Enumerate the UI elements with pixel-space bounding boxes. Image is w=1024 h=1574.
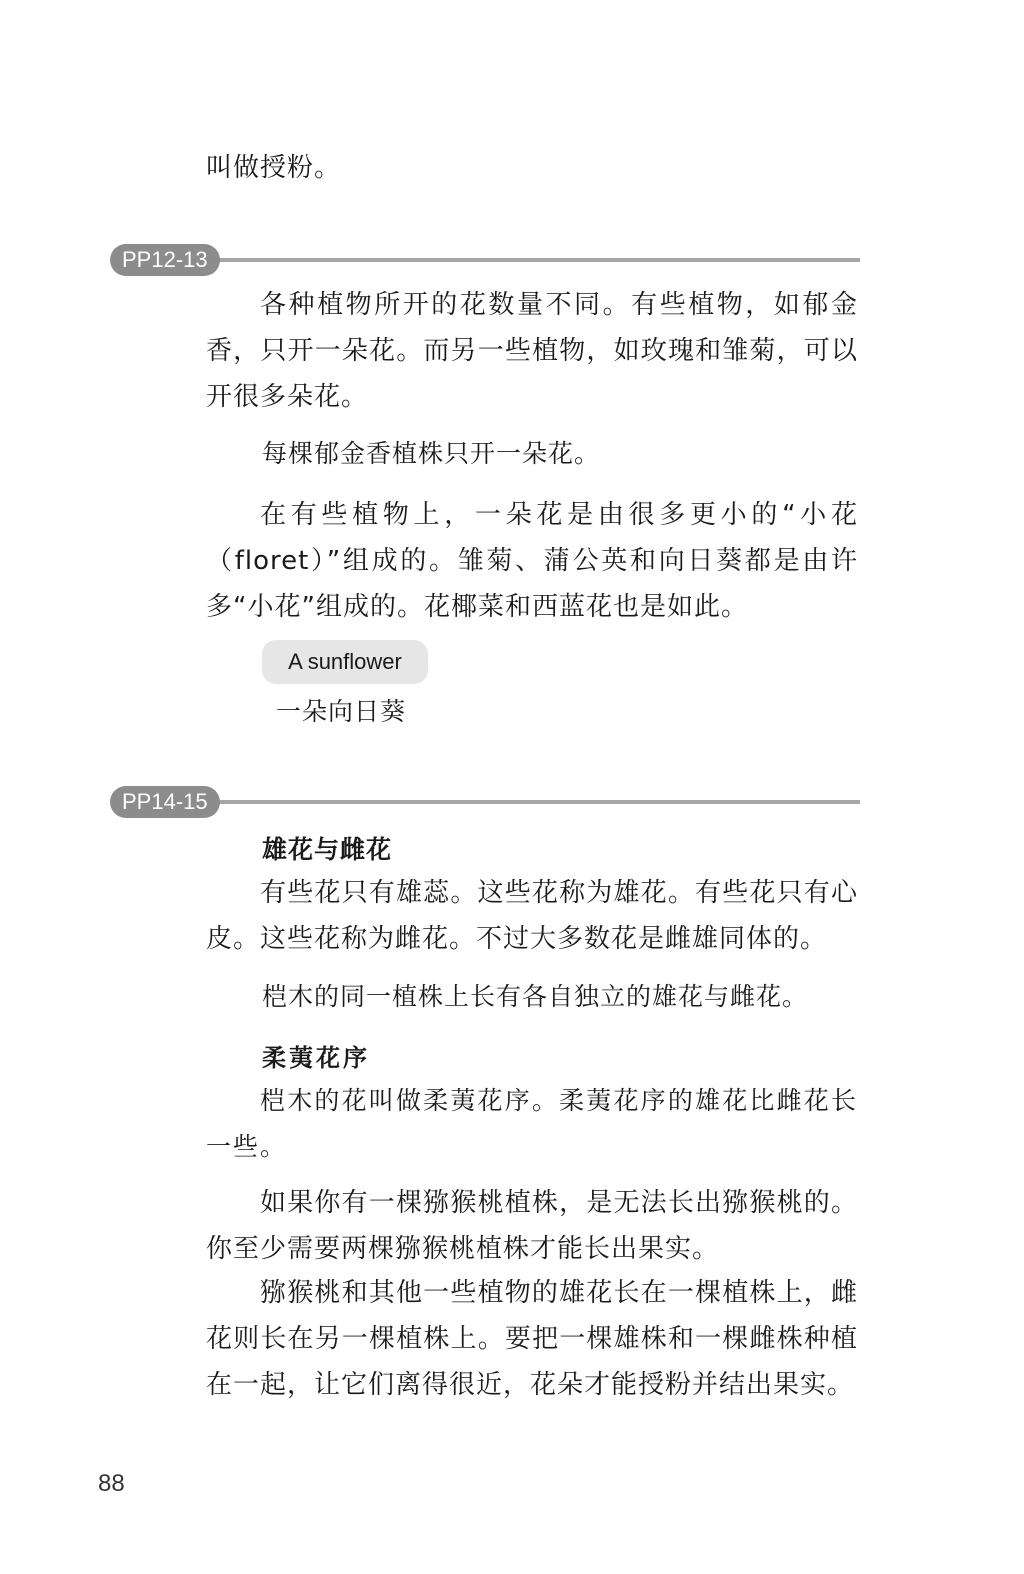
label-sunflower-en: A sunflower <box>262 640 428 684</box>
paragraph-kiwi-two: 猕猴桃和其他一些植物的雄花长在一棵植株上，雌花则长在另一棵植株上。要把一棵雄株和一棵雌株种植在一起，让它们离得很近，花朵才能授粉并结出果实。 <box>206 1278 858 1400</box>
section-tag: PP14-15 <box>110 786 220 818</box>
section-divider-line <box>210 258 860 262</box>
section-divider-line <box>210 800 860 804</box>
section-tag: PP12-13 <box>110 244 220 276</box>
section-bar-pp14-15 <box>110 786 860 820</box>
caption-tulip: 每棵郁金香植株只开一朵花。 <box>262 439 601 468</box>
subheading-catkin: 柔荑花序 <box>262 1043 370 1072</box>
paragraph-catkin: 桤木的花叫做柔荑花序。柔荑花序的雄花比雌花长一些。 <box>206 1086 858 1161</box>
paragraph-florets: 在有些植物上，一朵花是由很多更小的“小花（floret）”组成的。雏菊、蒲公英和向日葵都是由许多“小花”组成的。花椰菜和西蓝花也是如此。 <box>206 500 858 622</box>
label-sunflower-cn: 一朵向日葵 <box>276 697 407 726</box>
section-heading: 雄花与雌花 <box>262 835 393 864</box>
paragraph-kiwi-one: 如果你有一棵猕猴桃植株，是无法长出猕猴桃的。你至少需要两棵猕猴桃植株才能长出果实。 <box>206 1188 858 1264</box>
caption-alder: 桤木的同一植株上长有各自独立的雄花与雌花。 <box>262 982 809 1011</box>
section-bar-pp12-13 <box>110 244 860 278</box>
intro-tail-text: 叫做授粉。 <box>206 153 342 183</box>
paragraph-male-female: 有些花只有雄蕊。这些花称为雄花。有些花只有心皮。这些花称为雌花。不过大多数花是雌雄同体的。 <box>206 878 858 954</box>
page-number: 88 <box>98 1470 125 1497</box>
paragraph-flower-count: 各种植物所开的花数量不同。有些植物，如郁金香，只开一朵花。而另一些植物，如玫瑰和雏菊，可以开很多朵花。 <box>206 290 858 412</box>
